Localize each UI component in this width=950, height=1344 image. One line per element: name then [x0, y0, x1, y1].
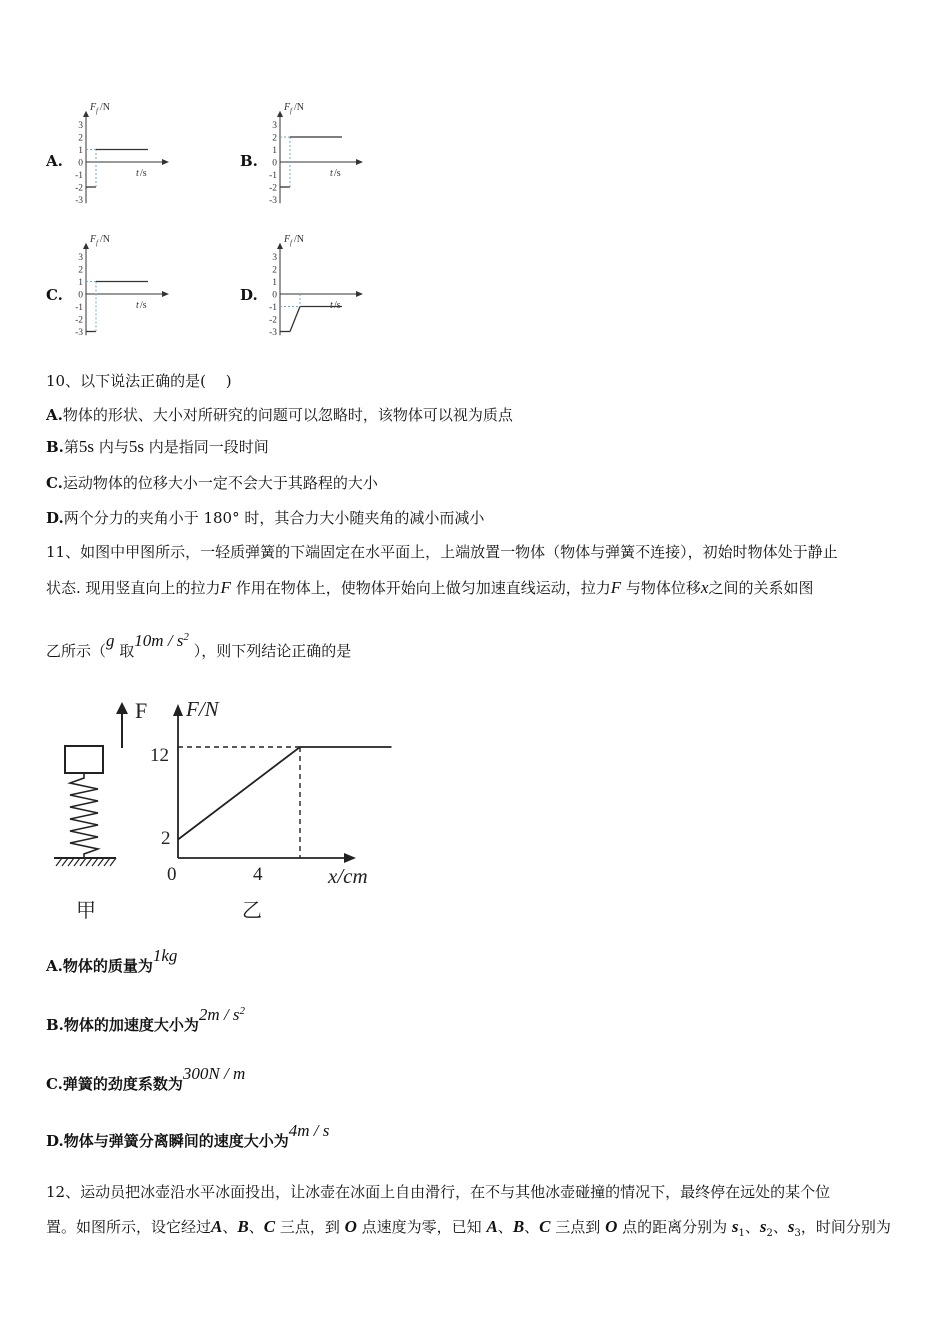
q11-l2-x: x — [700, 578, 709, 597]
figure-jia — [40, 690, 148, 930]
q12-l2-O: O — [344, 1217, 357, 1236]
q12-l2-e: 点的距离分别为 — [617, 1218, 732, 1236]
q12-l2-C2: C — [539, 1217, 551, 1236]
mini-x-arrow — [162, 291, 169, 297]
q12-l2-B2: B — [512, 1217, 525, 1236]
force-line — [178, 747, 392, 840]
mini-tick-label: 1 — [272, 146, 277, 156]
mini-x-label: t — [330, 300, 333, 311]
q11-l2-F1: F — [220, 578, 231, 597]
mini-tick-label: -3 — [269, 328, 277, 338]
y-axis-arrow — [173, 704, 183, 716]
mini-tick-label: 1 — [78, 278, 83, 288]
q11-option-a — [46, 946, 178, 976]
q12-l2-sep2: 、 — [248, 1218, 264, 1236]
q11-d-val: 4m / s — [288, 1121, 330, 1140]
q12-l2-f: ，时间分别为 — [800, 1218, 891, 1236]
mini-x-arrow — [356, 159, 363, 165]
mini-y-label: F — [284, 102, 291, 113]
mini-tick-label: -2 — [269, 183, 277, 194]
q10-b-text-3: 内是指同一段时间 — [143, 438, 269, 456]
q12-l2-C: C — [263, 1217, 276, 1236]
mini-y-arrow — [83, 243, 89, 249]
q11-l2-c: 与物体位移 — [621, 579, 701, 597]
mini-tick-label: -1 — [75, 171, 83, 181]
q11-a-val: 1kg — [152, 946, 178, 965]
option-chart-d — [238, 230, 368, 345]
origin-label: 0 — [167, 864, 177, 885]
mini-tick-label: -3 — [269, 196, 277, 206]
q10-b-text-1: 第 — [63, 438, 79, 456]
mini-tick-label: 0 — [78, 158, 83, 169]
q10-c-label: C. — [46, 474, 63, 492]
q12-l2-s3sub: 3 — [794, 1228, 801, 1239]
mini-x-unit: /s — [140, 168, 147, 179]
mini-y-label: F — [284, 234, 291, 245]
mini-tick-label: -1 — [75, 303, 83, 313]
q10-b-text-2: 内与 — [94, 438, 129, 456]
q11-d-text: 物体与弹簧分离瞬间的速度大小为 — [63, 1132, 289, 1150]
caption-jia: 甲 — [76, 900, 96, 922]
q10-b-label: B. — [46, 438, 64, 456]
mini-x-label: t — [136, 168, 139, 179]
mini-y-sub: f — [96, 107, 98, 115]
mini-y-sub: f — [96, 239, 98, 247]
q12-l2-d: 三点到 — [550, 1218, 606, 1236]
q10-a-text: 物体的形状、大小对所研究的问题可以忽略时，该物体可以视为质点 — [62, 406, 513, 424]
q11-b-sup: 2 — [239, 1005, 246, 1017]
q11-l3-val: 10m / s — [134, 631, 184, 650]
mini-tick-label: 3 — [272, 121, 277, 131]
q12-line-1: 12、运动员把冰壶沿水平冰面投出，让冰壶在冰面上自由滑行，在不与其他冰壶碰撞的情况下，最终停在远处的某个位 — [46, 1183, 831, 1201]
mini-x-arrow — [162, 159, 169, 165]
option-chart-a — [44, 98, 174, 213]
caption-yi: 乙 — [242, 900, 262, 922]
mini-tick-label: 2 — [272, 133, 277, 144]
q12-l2-s3: s — [787, 1217, 795, 1236]
q12-l2-s1sub: 1 — [738, 1228, 745, 1239]
y-axis-label: F/N — [186, 697, 219, 721]
q12-l2-b: 三点，到 — [275, 1218, 345, 1236]
mini-y-label: F — [90, 234, 97, 245]
q11-l2-d: 之间的关系如图 — [708, 579, 814, 597]
q12-l2-a: 置。如图所示，设它经过 — [46, 1218, 212, 1236]
mini-x-unit: /s — [140, 300, 147, 311]
mini-x-unit: /s — [334, 300, 341, 311]
q11-option-b — [46, 1005, 246, 1035]
q10-option-b — [46, 436, 269, 457]
q12-l2-sep1: 、 — [222, 1218, 238, 1236]
q11-line-3 — [46, 631, 352, 661]
figure-yi — [140, 690, 390, 930]
y-tick-2: 2 — [161, 828, 171, 849]
q10-option-c — [46, 472, 378, 493]
option-label-c: C. — [46, 286, 63, 304]
mini-y-unit: /N — [294, 102, 304, 113]
mini-y-unit: /N — [100, 102, 110, 113]
q11-d-label: D. — [46, 1132, 64, 1150]
q12-l2-s1: s — [731, 1217, 739, 1236]
q11-l2-F2: F — [610, 578, 622, 597]
force-arrowhead — [116, 702, 128, 714]
q11-c-text: 弹簧的劲度系数为 — [62, 1075, 183, 1093]
q11-c-label: C. — [46, 1075, 63, 1093]
mini-tick-label: 0 — [78, 290, 83, 301]
q10-b-math-1: 5s — [78, 437, 95, 456]
mini-tick-label: -2 — [269, 315, 277, 326]
block — [65, 746, 103, 773]
q11-line-1: 11、如图中甲图所示，一轻质弹簧的下端固定在水平面上，上端放置一物体（物体与弹簧不连接），初始时物体处于静止 — [46, 543, 838, 561]
q12-l2-sep3: 、 — [497, 1218, 513, 1236]
q12-l2-s2: s — [759, 1217, 767, 1236]
q11-c-val: 300N / m — [182, 1064, 246, 1083]
q11-l3-b: 取 — [114, 642, 135, 660]
q11-option-d — [46, 1121, 330, 1151]
q12-l2-A: A — [211, 1217, 223, 1236]
q12-l2-sep4: 、 — [524, 1218, 540, 1236]
mini-tick-label: 2 — [272, 265, 277, 276]
q12-l2-s2sub: 2 — [766, 1228, 773, 1239]
x-axis-arrow — [344, 853, 356, 863]
q12-l2-B: B — [237, 1217, 249, 1236]
q10-option-a — [46, 404, 513, 425]
q11-b-text: 物体的加速度大小为 — [63, 1016, 199, 1034]
mini-y-unit: /N — [294, 234, 304, 245]
q11-l2-a: 状态. 现用竖直向上的拉力 — [46, 579, 221, 597]
q12-l2-sep6: 、 — [772, 1218, 788, 1236]
q11-l2-b: 作用在物体上，使物体开始向上做匀加速直线运动，拉力 — [230, 579, 611, 597]
q11-l3-c: ），则下列结论正确的是 — [188, 642, 352, 660]
mini-tick-label: -3 — [75, 328, 83, 338]
x-tick-4: 4 — [253, 864, 263, 885]
y-tick-12: 12 — [150, 745, 169, 766]
mini-tick-label: 2 — [78, 265, 83, 276]
mini-x-label: t — [136, 300, 139, 311]
spring — [70, 773, 98, 858]
mini-y-arrow — [277, 111, 283, 117]
mini-tick-label: -2 — [75, 315, 83, 326]
q12-l2-O2: O — [605, 1217, 618, 1236]
mini-x-arrow — [356, 291, 363, 297]
mini-x-label: t — [330, 168, 333, 179]
q11-l3-a: 乙所示（ — [46, 642, 107, 660]
mini-tick-label: 2 — [78, 133, 83, 144]
q11-b-val: 2m / s — [198, 1005, 240, 1024]
force-label: F — [135, 698, 148, 723]
mini-y-sub: f — [290, 107, 292, 115]
q10-b-math-2: 5s — [128, 437, 144, 456]
q11-line-2 — [46, 577, 813, 598]
mini-tick-label: 3 — [78, 121, 83, 131]
q10-stem: 10、以下说法正确的是( ) — [46, 372, 232, 390]
q11-option-c — [46, 1064, 246, 1094]
q11-l3-g: g — [106, 631, 115, 650]
mini-y-sub: f — [290, 239, 292, 247]
mini-tick-label: 1 — [272, 278, 277, 288]
mini-tick-label: -2 — [75, 183, 83, 194]
q11-l3-sup: 2 — [183, 631, 189, 643]
option-chart-c — [44, 230, 174, 345]
q10-d-text: 两个分力的夹角小于 180° 时，其合力大小随夹角的减小而减小 — [63, 509, 485, 527]
mini-x-unit: /s — [334, 168, 341, 179]
q11-a-label: A. — [46, 957, 63, 975]
mini-tick-label: 3 — [272, 253, 277, 263]
x-axis-label: x/cm — [328, 864, 368, 888]
mini-tick-label: -1 — [269, 171, 277, 181]
q12-l2-c: 点速度为零，已知 — [356, 1218, 487, 1236]
mini-tick-label: 0 — [272, 158, 277, 169]
mini-tick-label: -1 — [269, 303, 277, 313]
mini-y-arrow — [83, 111, 89, 117]
mini-y-arrow — [277, 243, 283, 249]
q12-l2-A2: A — [486, 1217, 498, 1236]
option-chart-b — [238, 98, 368, 213]
option-label-b: B. — [240, 152, 258, 170]
ground-hatch — [56, 858, 116, 866]
mini-tick-label: 0 — [272, 290, 277, 301]
mini-tick-label: 1 — [78, 146, 83, 156]
mini-tick-label: -3 — [75, 196, 83, 206]
q12-l2-sep5: 、 — [744, 1218, 760, 1236]
q12-line-2 — [46, 1216, 891, 1239]
q11-b-label: B. — [46, 1016, 64, 1034]
mini-y-label: F — [90, 102, 97, 113]
q10-c-text: 运动物体的位移大小一定不会大于其路程的大小 — [62, 474, 378, 492]
mini-tick-label: 3 — [78, 253, 83, 263]
q10-a-label: A. — [46, 406, 63, 424]
q10-option-d — [46, 507, 484, 528]
option-label-a: A. — [46, 152, 63, 170]
q10-d-label: D. — [46, 509, 64, 527]
mini-y-unit: /N — [100, 234, 110, 245]
mini-series-ramp — [290, 307, 300, 332]
q11-a-text: 物体的质量为 — [62, 957, 153, 975]
option-label-d: D. — [240, 286, 258, 304]
